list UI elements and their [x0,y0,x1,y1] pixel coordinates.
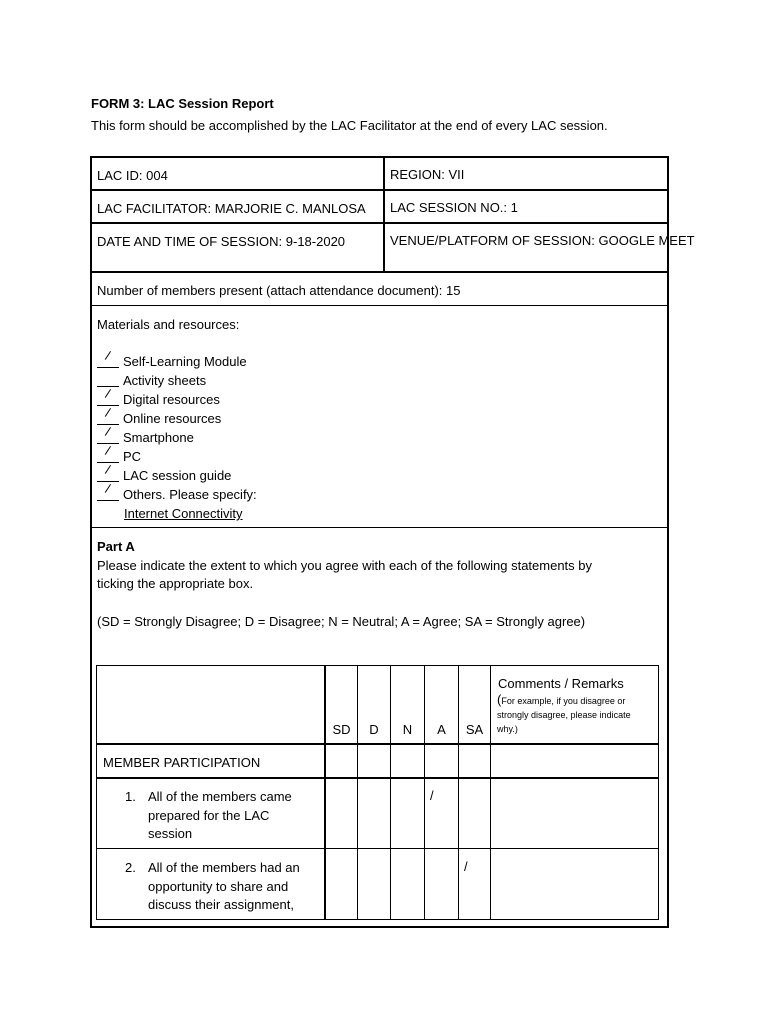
session-date-time: DATE AND TIME OF SESSION: 9-18-2020 [97,234,346,249]
check-mark: / [103,347,112,364]
form-title: FORM 3: LAC Session Report [91,96,274,111]
column-header-a: A [437,722,446,737]
session-venue: VENUE/PLATFORM OF SESSION: GOOGLE MEET [390,233,695,248]
material-label: Others. Please specify: [123,487,257,502]
statement-line: session [148,826,193,841]
material-label: Online resources [123,411,222,426]
rating-legend: (SD = Strongly Disagree; D = Disagree; N = Neutral; A = Agree; SA = Strongly agree) [97,614,586,629]
check-mark: / [103,442,112,459]
material-label: Self-Learning Module [123,354,247,369]
statement-line: All of the members had an [148,860,300,875]
column-header-n: N [402,722,413,737]
check-mark: / [103,385,112,402]
comments-note-paren: ( [497,692,502,707]
section-member-participation: MEMBER PARTICIPATION [103,755,261,770]
statement-line: prepared for the LAC [148,807,270,823]
lac-session-no: LAC SESSION NO.: 1 [390,200,518,215]
check-mark: / [103,461,112,478]
comments-note-line1: For example, if you disagree or [501,696,626,706]
checkbox-self-learning-module[interactable] [97,347,121,370]
part-a-instructions-line1: Please indicate the extent to which you agree with each of the following statements by [97,558,593,573]
column-header-sd: SD [332,722,351,737]
checkbox-others[interactable] [97,480,121,503]
lac-facilitator: LAC FACILITATOR: MARJORIE C. MANLOSA [97,201,366,216]
material-label: PC [123,449,142,464]
material-label: LAC session guide [123,468,232,483]
comments-note [497,693,631,736]
statement-line: opportunity to share and [148,878,289,894]
check-mark: / [103,423,112,440]
check-mark: / [103,480,112,497]
comments-note-line3: why.) [497,724,518,734]
statement-text [148,788,292,844]
column-header-d: D [369,722,379,737]
others-specify-value[interactable]: Internet Connectivity [124,506,243,521]
part-a-instructions-line2: ticking the appropriate box. [97,576,254,591]
form-subtitle: This form should be accomplished by the LAC Facilitator at the end of every LAC session. [91,118,608,133]
comments-header: Comments / Remarks [498,676,624,691]
column-header-sa: SA [465,722,484,737]
material-label: Activity sheets [123,373,207,388]
rating-mark-strongly-agree[interactable]: / [464,859,468,874]
material-label: Digital resources [123,392,220,407]
row-number: 2. [125,860,136,875]
statement-line: All of the members came [148,789,292,804]
materials-heading: Materials and resources: [97,317,240,332]
rating-mark-agree[interactable]: / [430,788,434,803]
material-label: Smartphone [123,430,194,445]
part-a-heading: Part A [97,539,135,554]
row-number: 1. [125,789,136,804]
statement-line: discuss their assignment, [148,897,294,912]
members-present: Number of members present (attach attendance document): 15 [97,283,461,298]
region: REGION: VII [390,167,465,182]
comments-note-line2: strongly disagree, please indicate [497,710,631,720]
lac-id: LAC ID: 004 [97,168,168,183]
check-mark: / [103,404,112,421]
statement-text [148,859,300,915]
